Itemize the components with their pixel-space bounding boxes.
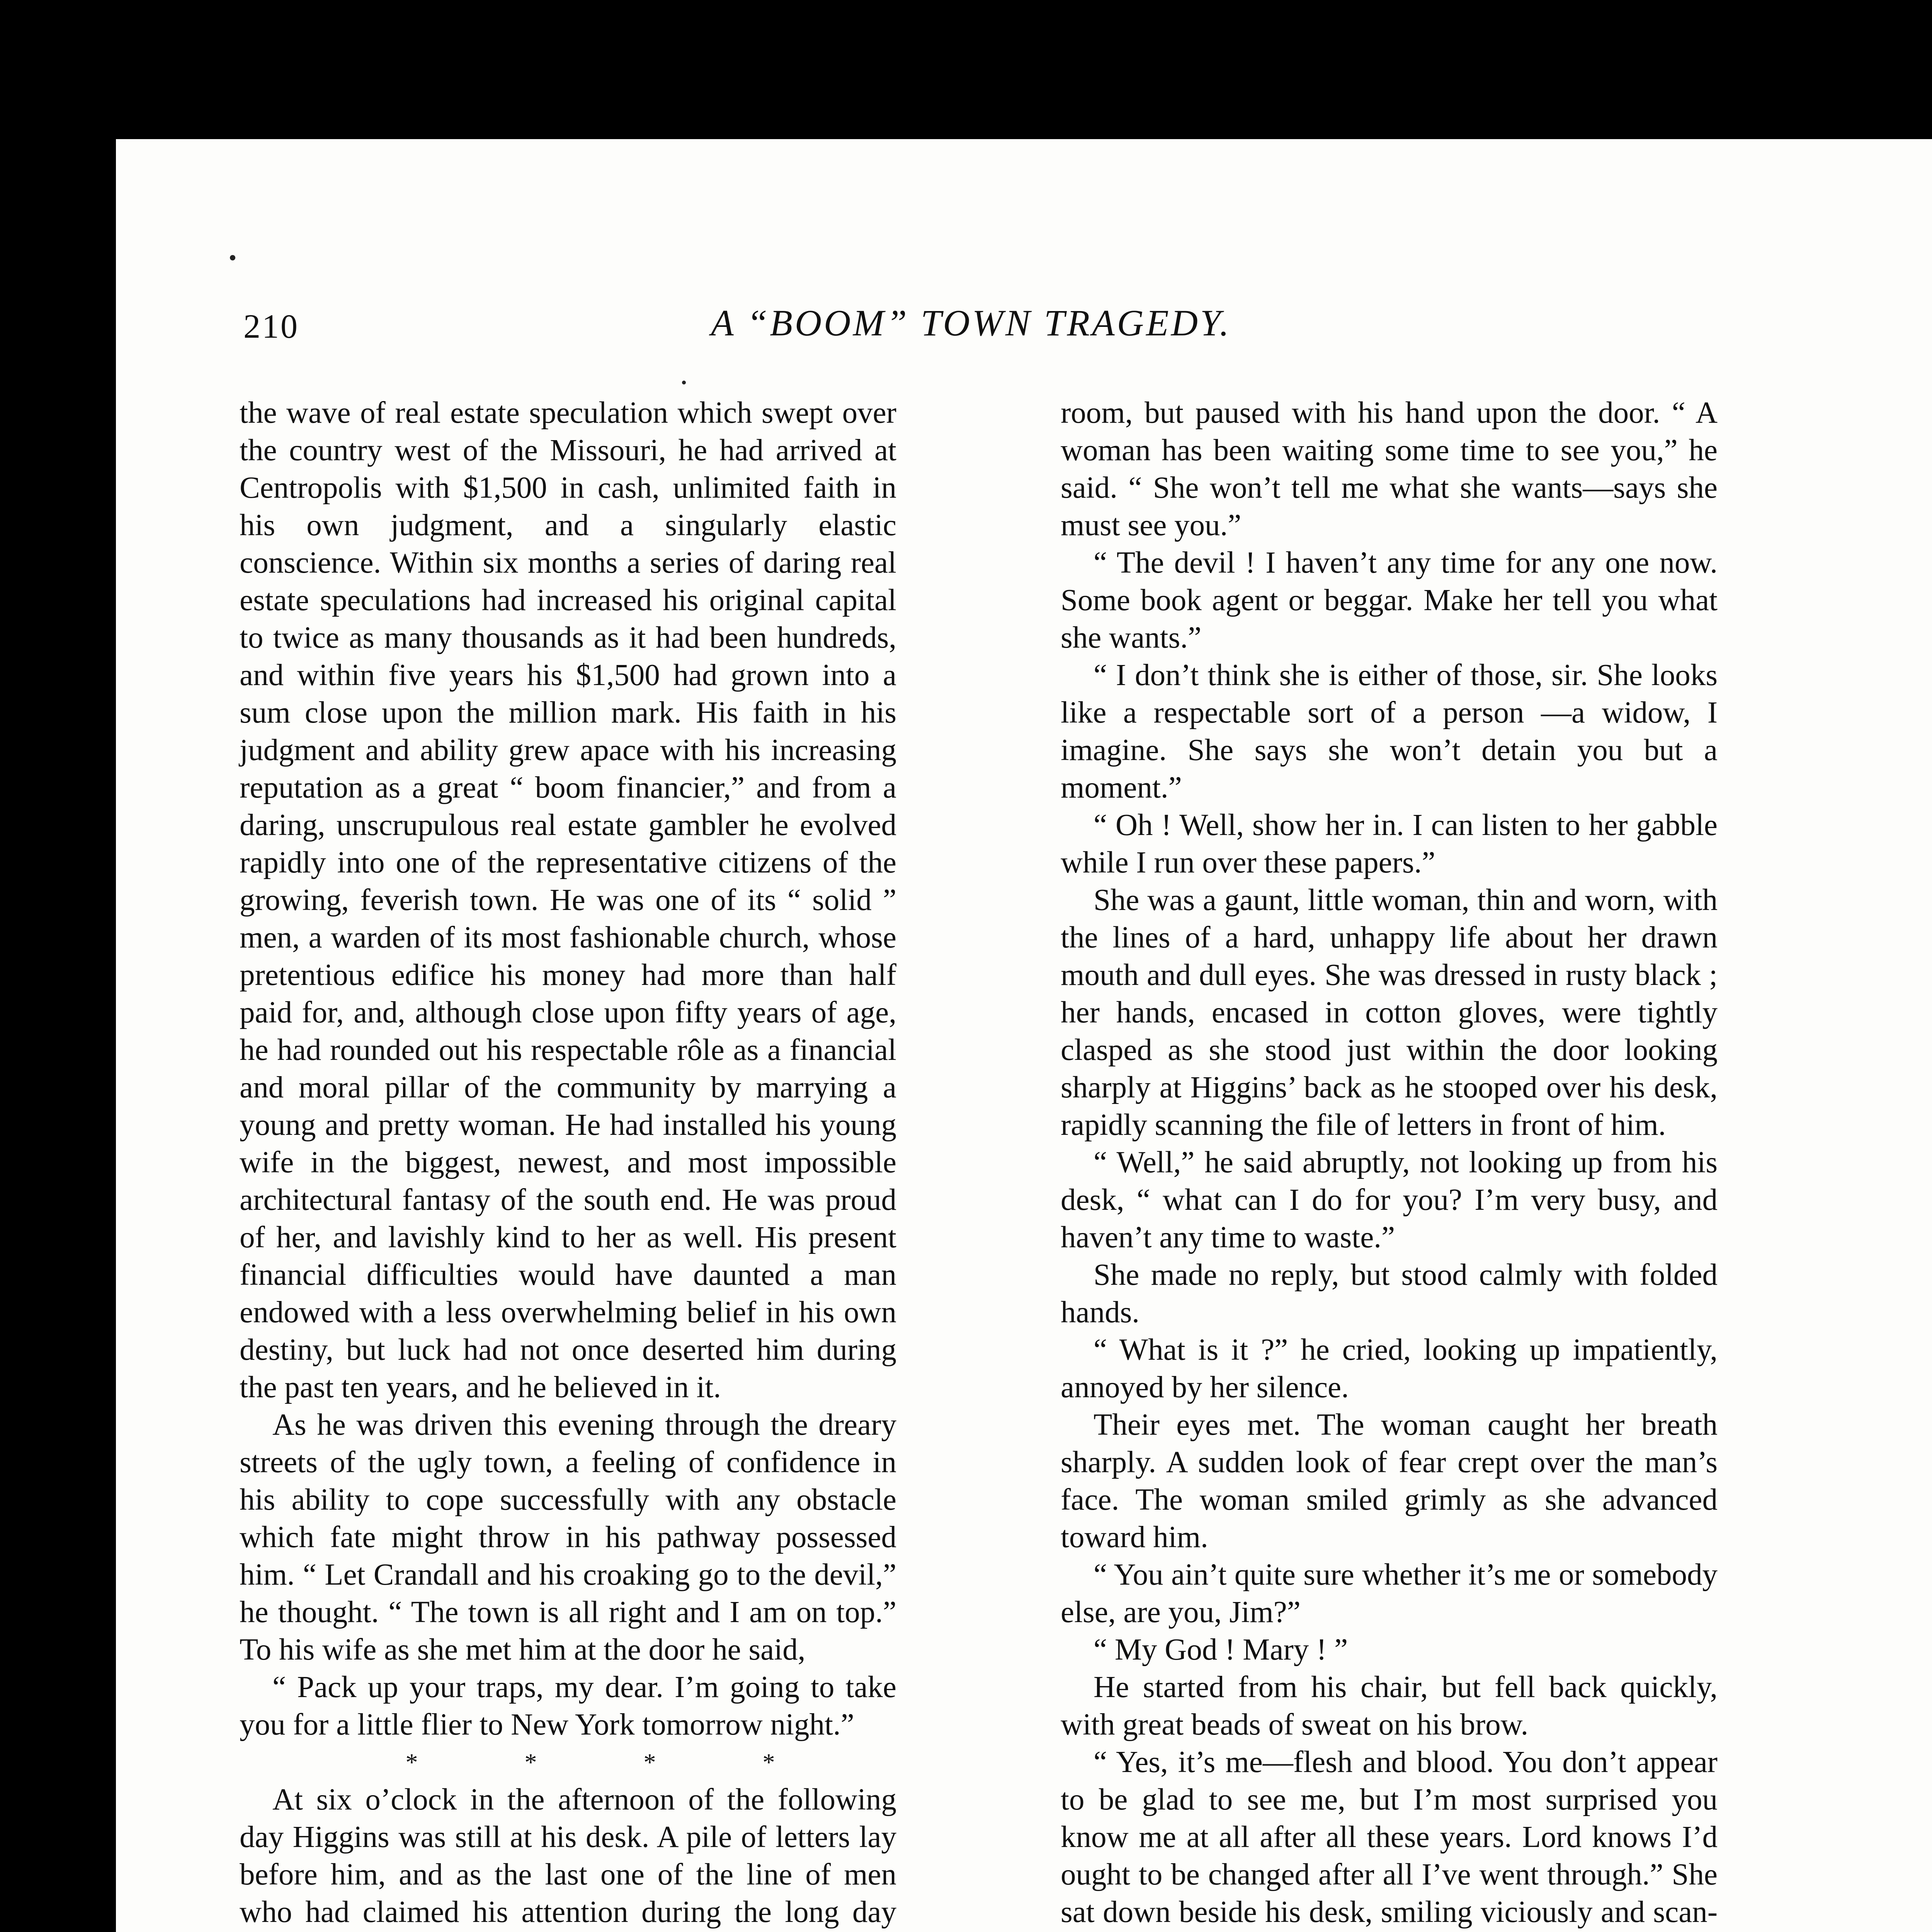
paragraph: “ Yes, it’s me—flesh and blood. You don’t appear to be glad to see me, but I’m most surprised you know me at all after all these years. Lord knows I’d ought to be changed after all I’ve went through.” She sat down beside his desk, smiling viciously and scan	[1061, 1745, 1718, 1929]
paragraph: “ My God ! Mary ! ”	[1094, 1633, 1348, 1667]
paragraph: As he was driven this evening through the dreary streets of the ugly town, a feeling of confidence in his ability to cope successfully with any obstacle which fate might throw in his pathway possessed him. “ Let Crandall and his croaking go to the devil,” he thought. “ The town is all right and I am on top.” To his wife as she met him at the door he said,	[240, 1408, 896, 1667]
running-title: A “BOOM” TOWN TRAGEDY.	[711, 302, 1231, 344]
paragraph: “ What is it ?” he cried, looking up impatiently, annoyed by her silence.	[1061, 1333, 1718, 1404]
paragraph: She was a gaunt, little woman, thin and worn, with the lines of a hard, unhappy life about her drawn mouth and dull eyes. She was dressed in rusty black ; her hands, encased in cotton gloves, were tightly clasped as she stood just within the door looking sharply at Higgins’ back as he stooped over his desk, rapidly scanning the file of letters in front of him.	[1061, 883, 1718, 1142]
right-text-column	[1061, 394, 1718, 1932]
paragraph: “ The devil ! I haven’t any time for any one now. Some book agent or beggar. Make her tell you what she wants.”	[1061, 546, 1718, 655]
dust-speck	[682, 381, 686, 384]
left-text-column	[240, 394, 896, 1932]
paragraph: “ I don’t think she is either of those, sir. She looks like a respectable sort of a person —a widow, I imagine. She says she won’t detain you but a moment.”	[1061, 658, 1718, 804]
paragraph: room, but paused with his hand upon the door. “ A woman has been waiting some time to see you,” he said. “ She won’t tell me what she wants—says she must see you.”	[1061, 396, 1718, 542]
section-break-stars: * * * *	[405, 1748, 825, 1776]
paragraph: “ Oh ! Well, show her in. I can listen to her gabble while I run over these papers.”	[1061, 808, 1718, 879]
paragraph: He started from his chair, but fell back quickly, with great beads of sweat on his brow.	[1061, 1670, 1718, 1742]
paragraph: She made no reply, but stood calmly with folded hands.	[1061, 1258, 1718, 1329]
dust-speck	[230, 255, 235, 260]
paragraph: “ Well,” he said abruptly, not looking up from his desk, “ what can I do for you? I’m very busy, and haven’t any time to waste.”	[1061, 1146, 1718, 1254]
paragraph: Their eyes met. The woman caught her breath sharply. A sudden look of fear crept over the man’s face. The woman smiled grimly as she advanced toward him.	[1061, 1408, 1718, 1554]
paragraph: “ You ain’t quite sure whether it’s me or somebody else, are you, Jim?”	[1061, 1558, 1718, 1629]
paragraph: At six o’clock in the afternoon of the following day Higgins was still at his desk. A pile of letters lay before him, and as the last one of the line of men who had claimed his attention during the long day	[240, 1783, 896, 1929]
page-number: 210	[243, 308, 299, 345]
paragraph: “ Pack up your traps, my dear. I’m going to take you for a little flier to New York tomorrow night.”	[240, 1670, 896, 1742]
paragraph: the wave of real estate speculation which swept over the country west of the Missouri, he had arrived at Centropolis with $1,500 in cash, unlimited faith in his own judgment, and a singularly elastic conscience. Within six months a series of daring real estate speculations had increased his original capital to twice as many thousands as it had been hundreds, and within five years his $1,500 had grown into a sum close upon the million mark. His faith in his judgment and ability grew apace with his increasing reputation as a great “ boom financier,” and from a daring, unscrupulous real estate gambler he evolved rapidly into one of the representative citizens of the growing, feverish town. He was one of its “ solid ” men, a warden of its most fashionable church, whose pretentious edifice his money had more than half paid for, and, although close upon fifty years of age, he had rounded out his respectable rôle as a financial and moral pillar of the community by marrying a young and pretty woman. He had installed his young wife in the biggest, newest, and most impossible architectural fantasy of the south end. He was proud of her, and lavishly kind to her as well. His present financial difficulties would have daunted a man endowed with a less overwhelming belief in his own destiny, but luck had not once deserted him during the past ten years, and he believed in it.	[240, 396, 896, 1404]
